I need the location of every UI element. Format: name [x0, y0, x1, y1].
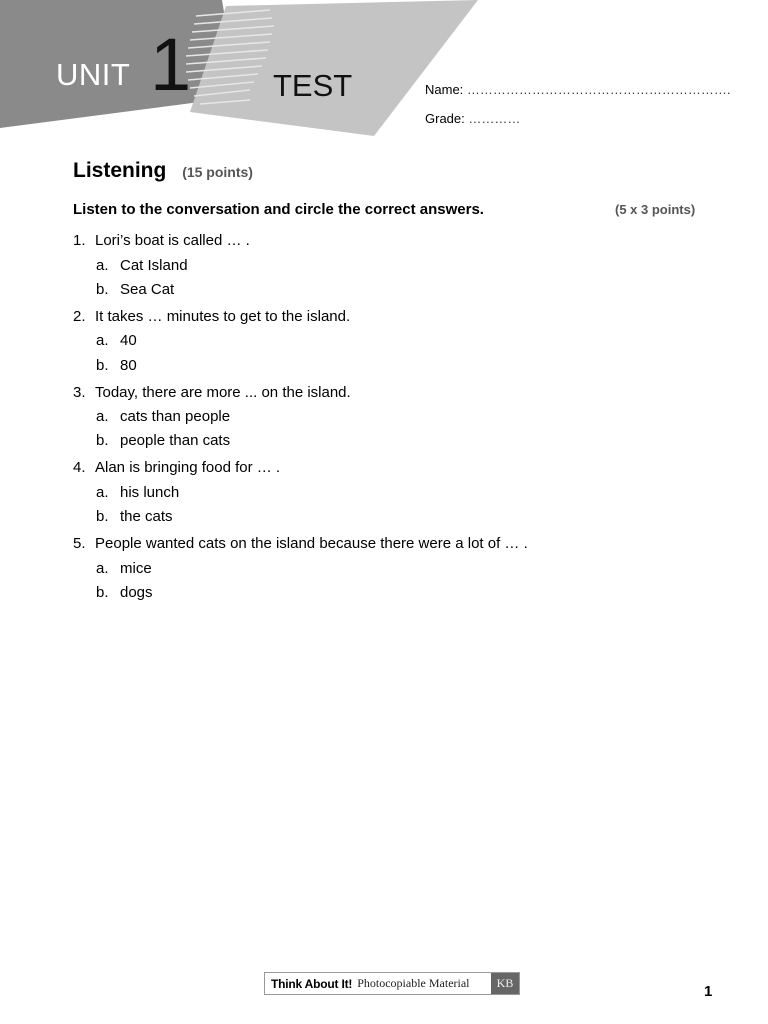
question-number: 3. — [73, 384, 86, 401]
answer-option[interactable] — [96, 508, 173, 525]
question-text: Lori’s boat is called … . — [95, 232, 250, 249]
answer-option[interactable] — [96, 560, 152, 577]
unit-number: 1 — [150, 23, 192, 106]
option-text: cats than people — [120, 408, 231, 425]
unit-label: UNIT — [56, 57, 131, 92]
option-text: the cats — [120, 508, 173, 525]
answer-option[interactable] — [96, 257, 188, 274]
answer-option[interactable] — [96, 484, 179, 501]
option-text: dogs — [120, 584, 153, 601]
answer-option[interactable] — [96, 432, 230, 449]
option-letter: b. — [96, 508, 109, 525]
option-letter: b. — [96, 584, 109, 601]
question-item — [73, 384, 351, 401]
question-item — [73, 232, 250, 249]
question-text: Alan is bringing food for … . — [95, 459, 281, 476]
question-item — [73, 535, 528, 552]
section-points: (15 points) — [182, 164, 253, 180]
option-text: people than cats — [120, 432, 231, 449]
option-text: his lunch — [120, 484, 180, 501]
instruction-text: Listen to the conversation and circle the correct answers. — [73, 201, 484, 218]
test-label: TEST — [273, 68, 353, 103]
publisher-logo-icon: KB — [491, 973, 519, 994]
question-item — [73, 308, 350, 325]
question-text: Today, there are more ... on the island. — [95, 384, 351, 401]
question-number: 2. — [73, 308, 86, 325]
page-number: 1 — [704, 983, 713, 1000]
grade-field[interactable] — [425, 111, 520, 126]
question-text: People wanted cats on the island because there were a lot of … . — [95, 535, 528, 552]
question-number: 4. — [73, 459, 86, 476]
footer-brand: Think About It! — [271, 976, 353, 991]
question-number: 5. — [73, 535, 86, 552]
option-letter: a. — [96, 408, 109, 425]
answer-option[interactable] — [96, 357, 137, 374]
question-item — [73, 459, 280, 476]
option-letter: b. — [96, 281, 109, 298]
grade-label: Grade: — [425, 111, 465, 126]
question-text: It takes … minutes to get to the island. — [95, 308, 351, 325]
option-letter: a. — [96, 560, 109, 577]
name-label: Name: — [425, 82, 464, 97]
option-text: 40 — [120, 332, 137, 349]
option-letter: a. — [96, 257, 109, 274]
option-text: 80 — [120, 357, 137, 374]
option-text: mice — [120, 560, 152, 577]
footer-text: Photocopiable Material — [357, 976, 470, 990]
name-line[interactable]: ……………………………………………………. — [466, 82, 731, 97]
section-heading — [73, 159, 253, 183]
answer-option[interactable] — [96, 281, 174, 298]
option-letter: a. — [96, 484, 109, 501]
instruction-points: (5 x 3 points) — [615, 202, 696, 217]
option-letter: b. — [96, 357, 109, 374]
answer-option[interactable] — [96, 332, 137, 349]
question-number: 1. — [73, 232, 86, 249]
answer-option[interactable] — [96, 584, 153, 601]
option-text: Cat Island — [120, 257, 188, 274]
option-letter: b. — [96, 432, 109, 449]
name-field[interactable] — [425, 82, 731, 97]
option-letter: a. — [96, 332, 109, 349]
grade-line[interactable]: ………… — [468, 111, 521, 126]
section-title: Listening — [73, 159, 167, 182]
footer-banner — [264, 972, 520, 995]
option-text: Sea Cat — [120, 281, 175, 298]
answer-option[interactable] — [96, 408, 230, 425]
